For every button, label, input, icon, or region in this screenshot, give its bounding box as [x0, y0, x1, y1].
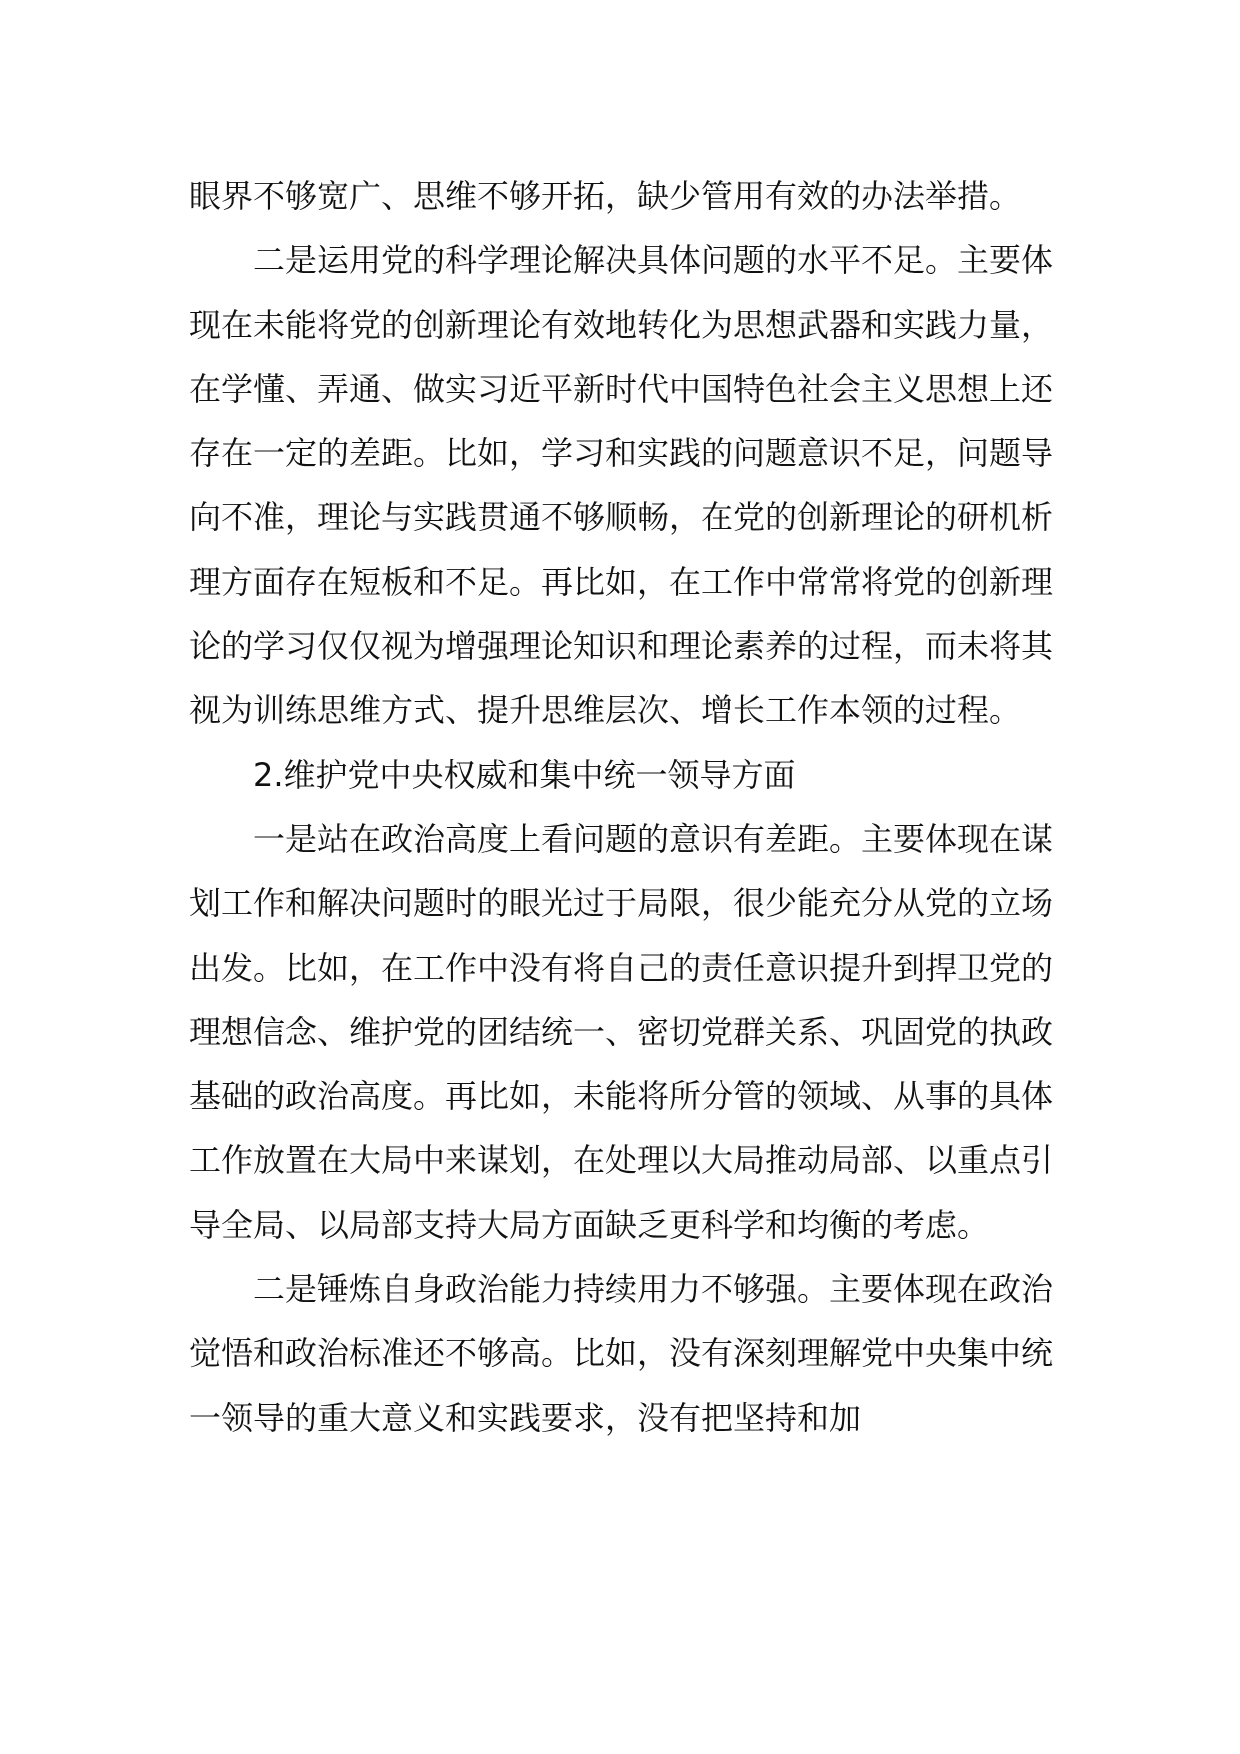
document-body [189, 164, 1053, 1450]
paragraph-political-height: 一是站在政治高度上看问题的意识有差距。主要体现在谋划工作和解决问题时的眼光过于局限，很少能充分从党的立场出发。比如，在工作中没有将自己的责任意识提升到捍卫党的理想信念、维护党的团结统一、密切党群关系、巩固党的执政基础的政治高度。再比如，未能将所分管的领域、从事的具体工作放置在大局中来谋划，在处理以大局推动局部、以重点引导全局、以局部支持大局方面缺乏更科学和均衡的考虑。 [189, 819, 1054, 1244]
section-heading: 2.维护党中央权威和集中统一领导方面 [253, 755, 796, 794]
paragraph-political-ability: 二是锤炼自身政治能力持续用力不够强。主要体现在政治觉悟和政治标准还不够高。比如，没有深刻理解党中央集中统一领导的重大意义和实践要求，没有把坚持和加 [189, 1270, 1054, 1437]
paragraph-continuation: 眼界不够宽广、思维不够开拓，缺少管用有效的办法举措。 [189, 177, 1022, 215]
paragraph-theory-application: 二是运用党的科学理论解决具体问题的水平不足。主要体现在未能将党的创新理论有效地转化为思想武器和实践力量，在学懂、弄通、做实习近平新时代中国特色社会主义思想上还存在一定的差距。比如，学习和实践的问题意识不足，问题导向不准，理论与实践贯通不够顺畅，在党的创新理论的研机析理方面存在短板和不足。再比如，在工作中常常将党的创新理论的学习仅仅视为增强理论知识和理论素养的过程，而未将其视为训练思维方式、提升思维层次、增长工作本领的过程。 [189, 241, 1054, 730]
